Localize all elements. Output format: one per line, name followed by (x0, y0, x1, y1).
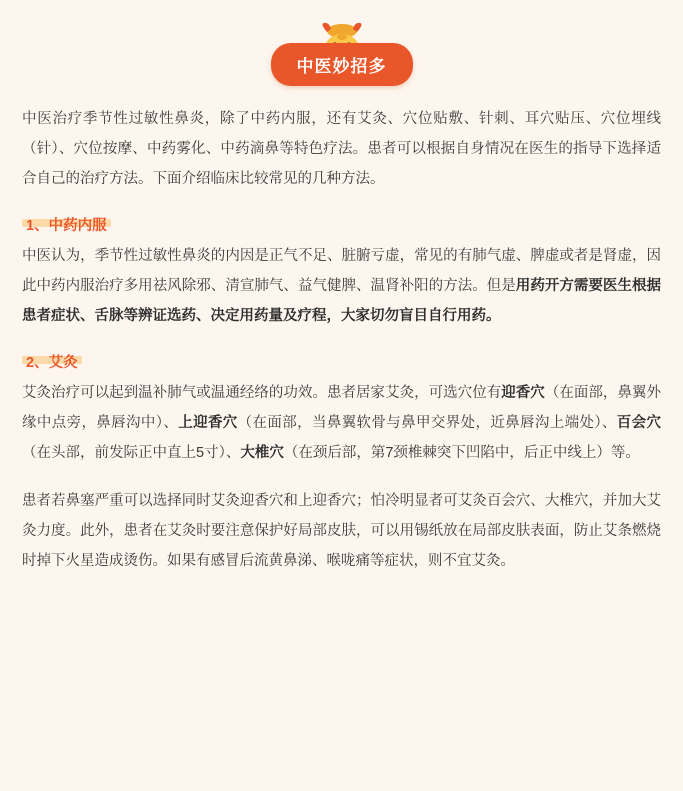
banner-title: 中医妙招多 (296, 57, 387, 76)
body-text: （在头部，前发际正中直上5寸）、 (22, 445, 241, 461)
section-heading (22, 218, 111, 234)
emphasis-text: 用药开方需要医生根据患者症状、舌脉等辨证选药、决定用药量及疗程，大家切勿盲目自行用药。 (22, 278, 662, 324)
section-paragraph (22, 378, 661, 468)
emphasis-text: 迎香穴 (501, 385, 545, 401)
emphasis-text: 百会穴 (616, 415, 662, 431)
sections-container (22, 212, 661, 576)
emphasis-text: 大椎穴 (240, 445, 284, 461)
section-heading-label: 2、艾灸 (26, 355, 78, 371)
section-heading-label: 1、中药内服 (26, 218, 107, 234)
section-heading-block (22, 349, 661, 378)
section-heading (22, 355, 82, 371)
body-text: （在面部，当鼻翼软骨与鼻甲交界处，近鼻唇沟上端处）、 (237, 415, 617, 431)
section-paragraph (22, 241, 661, 331)
body-text: 患者若鼻塞严重可以选择同时艾灸迎香穴和上迎香穴；怕冷明显者可艾灸百会穴、大椎穴，并加大艾灸力度。此外，患者在艾灸时要注意保护好局部皮肤，可以用锡纸放在局部皮肤表面，防止艾条燃烧时掉下火星造成烫伤。如果有感冒后流黄鼻涕、喉咙痛等症状，则不宜艾灸。 (22, 493, 661, 569)
section-paragraph (22, 486, 661, 576)
body-text: 艾灸治疗可以起到温补肺气或温通经络的功效。患者居家艾灸，可选穴位有 (22, 385, 502, 401)
emphasis-text: 上迎香穴 (178, 415, 238, 431)
body-text: 中医认为，季节性过敏性鼻炎的内因是正气不足、脏腑亏虚，常见的有肺气虚、脾虚或者是肾虚，因此中药内服治疗多用祛风除邪、清宣肺气、益气健脾、温肾补阳的方法。但是 (22, 248, 661, 294)
section-heading-block (22, 212, 661, 241)
body-text: （在颈后部，第7颈椎棘突下凹陷中，后正中线上）等。 (283, 445, 640, 461)
banner-title-pill (271, 43, 413, 86)
banner-header (22, 0, 661, 104)
body-text: （在面部，鼻翼外缘中点旁，鼻唇沟中）、 (22, 385, 662, 431)
intro-paragraph: 中医治疗季节性过敏性鼻炎，除了中药内服，还有艾灸、穴位贴敷、针刺、耳穴贴压、穴位埋线（针）、穴位按摩、中药雾化、中药滴鼻等特色疗法。患者可以根据自身情况在医生的指导下选择适合自己的治疗方法。下面介绍临床比较常见的几种方法。 (22, 111, 661, 187)
